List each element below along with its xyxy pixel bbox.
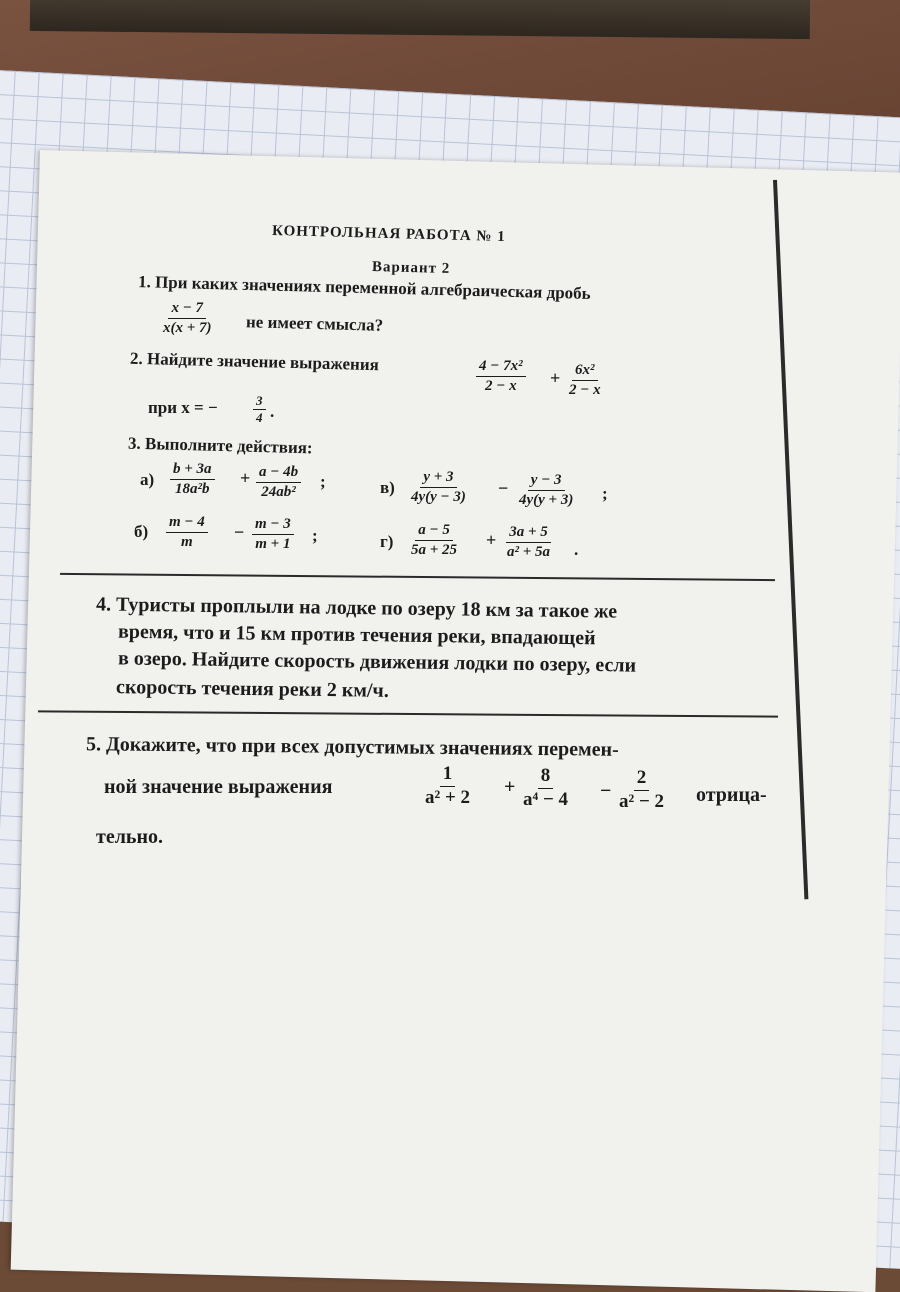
item-v-label: в) [380,478,395,497]
period: . [270,402,275,421]
fraction-numerator: 1 [440,764,456,787]
task-5-line-3: тельно. [96,826,164,848]
item-g-fraction-2 [504,524,553,560]
item-b-fraction-1 [166,514,208,550]
fraction-denominator: x(x + 7) [163,319,212,336]
task-2-condition-fraction [253,394,266,426]
fraction-numerator: 3 [253,394,266,410]
task-5-line-2-prefix: ной значение выражения [104,776,333,798]
item-v-fraction-2 [516,472,576,508]
fraction-denominator: 18a²b [175,480,210,497]
item-a-fraction-2 [256,464,301,500]
task-5-number: 5. [85,733,102,756]
task-2-text [130,349,379,376]
fraction-denominator: 24ab² [261,483,296,500]
task-3-question: Выполните действия: [144,434,313,458]
operator: − [234,522,245,542]
task-5-fraction-2 [520,766,571,811]
task-2-condition: при x = − [148,398,218,417]
task-4-text: Туристы проплыли на лодке по озеру 18 км за такое же [115,593,618,623]
fraction-denominator: 5a + 25 [411,541,458,558]
task-3-text [128,434,313,459]
item-g-label: г) [380,532,394,551]
fraction-denominator: a² + 2 [425,786,471,808]
semicolon: ; [312,526,318,545]
fraction-numerator: 6x² [572,362,598,381]
task-5-fraction-1 [422,764,473,809]
task-4-line-4: скорость течения реки 2 км/ч. [115,676,389,702]
fraction-denominator: 2 − x [485,377,517,394]
fraction-denominator: a² + 5a [507,543,551,560]
variant-label: Вариант 2 [371,258,451,278]
task-4-line-1 [96,593,617,623]
fraction-numerator: m − 4 [166,514,208,533]
task-3-number: 3. [127,433,142,453]
fraction-denominator: 2 − x [569,381,601,398]
fraction-denominator: 4 [256,410,263,426]
task-5-line-2-suffix: отрица- [696,784,767,806]
fraction-numerator: 4 − 7x² [476,358,526,377]
task-2-number: 2. [129,348,144,369]
page-title: КОНТРОЛЬНАЯ РАБОТА № 1 [271,222,506,246]
task-1-question: При каких значениях переменной алгебраическая дробь [154,272,591,303]
item-b-label: б) [134,522,149,541]
task-1-number: 1. [137,272,152,292]
task-1-fraction [160,300,215,336]
period: . [574,540,579,559]
semicolon: ; [602,484,608,503]
fraction-denominator: m [181,533,193,550]
fraction-numerator: a − 4b [256,464,301,483]
task-5-fraction-3 [616,768,667,813]
fraction-numerator: 2 [634,768,650,791]
fraction-numerator: 3a + 5 [506,524,551,543]
task-1-tail: не имеет смысла? [245,312,384,335]
task-4-line-3: в озеро. Найдите скорость движения лодки по озеру, если [117,647,637,677]
operator: + [240,468,251,488]
fraction-denominator: 4y(y − 3) [411,488,466,505]
operator: − [498,478,509,498]
task-4-number: 4. [95,593,112,616]
fraction-numerator: 8 [538,766,554,789]
fraction-numerator: y + 3 [420,469,456,488]
fraction-denominator: a⁴ − 4 [523,788,569,810]
item-a-fraction-1 [170,461,215,497]
separator-line [60,573,775,581]
fraction-numerator: x − 7 [168,300,206,319]
plus-sign: + [504,776,516,798]
task-2-fraction-1 [476,358,526,394]
item-a-label: а) [140,470,155,489]
task-4-line-2: время, что и 15 км против течения реки, впадающей [117,620,596,650]
item-v-fraction-1 [408,469,469,505]
fraction-denominator: 4y(y + 3) [519,491,574,508]
minus-sign: − [600,780,612,802]
fraction-numerator: y − 3 [528,472,565,491]
separator-line [38,710,778,717]
operator: + [486,530,497,550]
fraction-denominator: a² − 2 [619,790,665,812]
fraction-numerator: m − 3 [252,516,294,535]
task-2-question: Найдите значение выражения [146,349,380,375]
fraction-numerator: b + 3a [170,461,215,480]
task-2-fraction-2 [566,362,604,398]
semicolon: ; [320,472,326,491]
task-5-text: Докажите, что при всех допустимых значениях перемен- [105,733,619,761]
item-g-fraction-1 [408,522,460,558]
item-b-fraction-2 [252,516,294,552]
fraction-numerator: a − 5 [415,522,453,541]
plus-sign: + [550,368,561,388]
task-5-line-1 [86,733,619,762]
fraction-denominator: m + 1 [255,535,291,552]
